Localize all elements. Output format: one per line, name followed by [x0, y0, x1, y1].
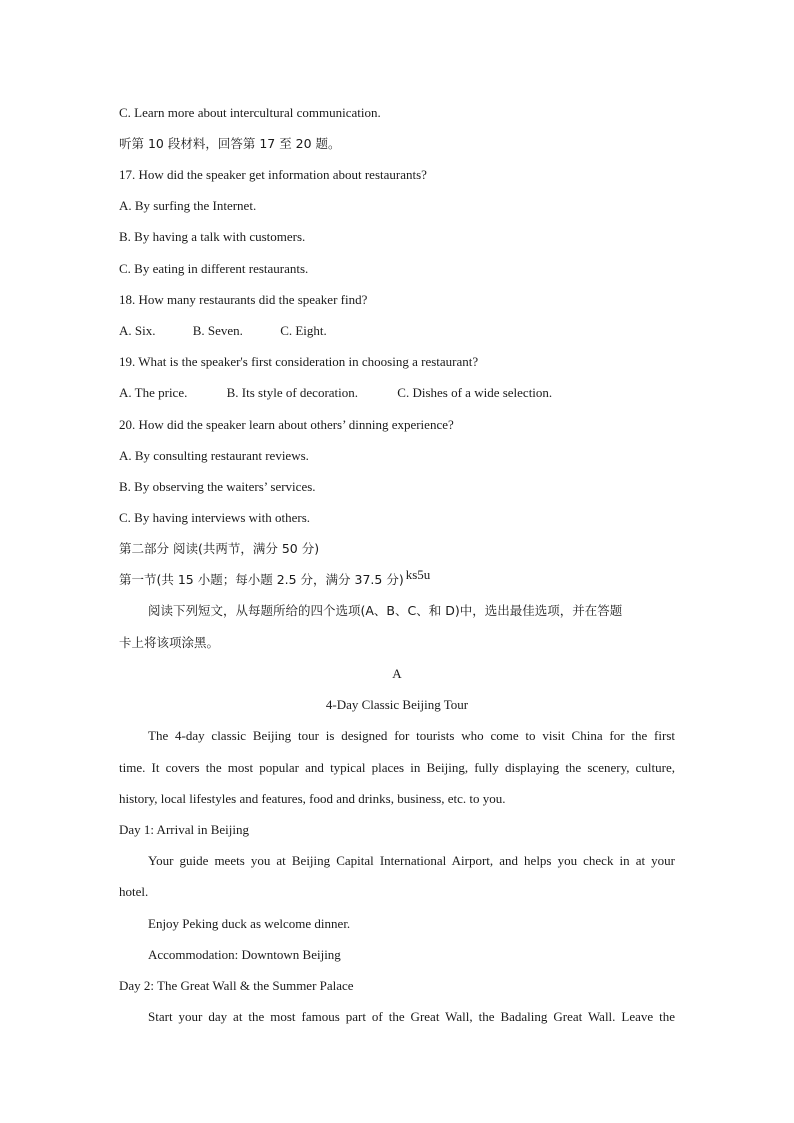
- day2-heading: Day 2: The Great Wall & the Summer Palace: [119, 978, 354, 993]
- q17-option-b: B. By having a talk with customers.: [119, 229, 306, 244]
- section10-instruction: 听第 10 段材料，回答第 17 至 20 题。: [119, 136, 341, 151]
- q20-option-b: B. By observing the waiters’ services.: [119, 479, 316, 494]
- reading-instruction-line1: 阅读下列短文，从每题所给的四个选项(A、B、C、和 D)中，选出最佳选项，并在答题: [148, 603, 623, 618]
- day1-dinner: Enjoy Peking duck as welcome dinner.: [148, 916, 351, 931]
- day1-line2: hotel.: [119, 884, 149, 899]
- q18-options: [119, 323, 327, 339]
- q19-option-c: C. Dishes of a wide selection.: [397, 385, 553, 400]
- q17-option-a: A. By surfing the Internet.: [119, 198, 257, 213]
- q17-option-c: C. By eating in different restaurants.: [119, 261, 309, 276]
- passage-intro-line2: time. It covers the most popular and typical places in Beijing, fully displaying the scenery, culture,: [119, 760, 675, 775]
- q16-option-c: C. Learn more about intercultural communication.: [119, 105, 381, 120]
- reading-instruction-line2: 卡上将该项涂黑。: [119, 635, 220, 650]
- q19-options: [119, 385, 552, 401]
- q18-option-a: A. Six.: [119, 323, 156, 338]
- passage-title: 4-Day Classic Beijing Tour: [325, 697, 469, 712]
- passage-letter: A: [392, 666, 402, 681]
- part2-section1: [119, 567, 431, 588]
- passage-intro-line1: The 4-day classic Beijing tour is designed for tourists who come to visit China for the first: [148, 728, 675, 743]
- q20-option-a: A. By consulting restaurant reviews.: [119, 448, 309, 463]
- q18-question: 18. How many restaurants did the speaker find?: [119, 292, 368, 307]
- q19-option-a: A. The price.: [119, 385, 188, 400]
- q19-question: 19. What is the speaker's first consideration in choosing a restaurant?: [119, 354, 479, 369]
- q19-option-b: B. Its style of decoration.: [226, 385, 359, 400]
- day2-line1: Start your day at the most famous part of the Great Wall, the Badaling Great Wall. Leave the: [148, 1009, 675, 1024]
- watermark-text: ks5u: [405, 567, 431, 582]
- q20-option-c: C. By having interviews with others.: [119, 510, 311, 525]
- q20-question: 20. How did the speaker learn about others’ dinning experience?: [119, 417, 454, 432]
- day1-heading: Day 1: Arrival in Beijing: [119, 822, 249, 837]
- q17-question: 17. How did the speaker get information about restaurants?: [119, 167, 427, 182]
- day1-accommodation: Accommodation: Downtown Beijing: [148, 947, 341, 962]
- day1-line1: Your guide meets you at Beijing Capital International Airport, and helps you check in at your: [148, 853, 675, 868]
- q18-option-c: C. Eight.: [280, 323, 327, 338]
- part2-section1-text: 第一节(共 15 小题；每小题 2.5 分，满分 37.5 分): [119, 572, 404, 587]
- q18-option-b: B. Seven.: [192, 323, 243, 338]
- part2-heading: 第二部分 阅读(共两节，满分 50 分): [119, 541, 320, 556]
- passage-intro-line3: history, local lifestyles and features, food and drinks, business, etc. to you.: [119, 791, 506, 806]
